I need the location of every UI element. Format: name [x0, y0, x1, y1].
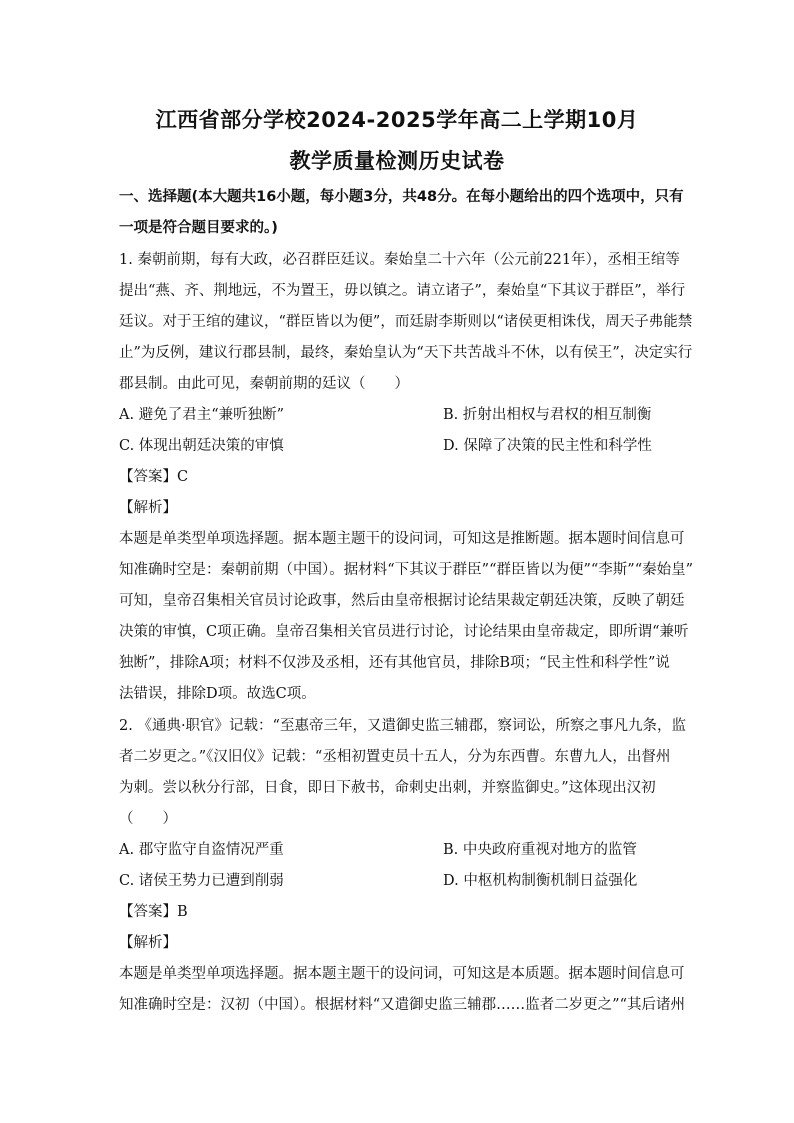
q2-answer: 【答案】B	[119, 904, 188, 920]
section-heading-line2: 一项是符合题目要求的。)	[119, 220, 278, 236]
document-title-line2: 教学质量检测历史试卷	[289, 149, 505, 173]
q1-analysis-line: 可知，皇帝召集相关官员讨论政事，然后由皇帝根据讨论结果裁定朝廷决策，反映了朝廷	[119, 593, 685, 609]
q2-stem-line: 者二岁更之。”《汉旧仪》记载：“丞相初置吏员十五人，分为东西曹。东曹九人，出督州	[119, 749, 671, 765]
q1-option-c: C. 体现出朝廷决策的审慎	[119, 438, 284, 454]
q1-stem-line: 止”为反例，建议行郡县制，最终，秦始皇认为“天下共苦战斗不休，以有侯王”，决定实行	[119, 345, 693, 361]
q1-stem-line: 提出“燕、齐、荆地远，不为置王，毋以镇之。请立诸子”，秦始皇“下其议于群臣”，举行	[119, 283, 686, 299]
q1-analysis-line: 本题是单类型单项选择题。据本题主题干的设问词，可知这是推断题。据本题时间信息可	[119, 531, 685, 547]
q1-analysis-line: 法错误，排除D项。故选C项。	[119, 686, 316, 702]
q1-option-a: A. 避免了君主“兼听独断”	[119, 407, 285, 423]
q2-analysis-line: 本题是单类型单项选择题。据本题主题干的设问词，可知这是本质题。据本题时间信息可	[119, 966, 685, 982]
q1-option-d: D. 保障了决策的民主性和科学性	[443, 438, 652, 454]
q1-stem-line: 郡县制。由此可见，秦朝前期的廷议（ ）	[119, 376, 409, 392]
q1-analysis-line: 独断”，排除A项；材料不仅涉及丞相，还有其他官员，排除B项；“民主性和科学性”说	[119, 655, 670, 671]
q2-option-b: B. 中央政府重视对地方的监管	[443, 842, 637, 858]
q1-analysis-label: 【解析】	[119, 500, 177, 516]
section-heading-line1: 一、选择题(本大题共16小题，每小题3分，共48分。在每小题给出的四个选项中，只有	[119, 189, 684, 205]
q1-stem-line: 1. 秦朝前期，每有大政，必召群臣廷议。秦始皇二十六年（公元前221年），丞相王绾等	[119, 252, 680, 268]
q2-analysis-line: 知准确时空是：汉初（中国）。根据材料“又遣御史监三辅郡……监者二岁更之”“其后诸州	[119, 997, 685, 1013]
q2-option-a: A. 郡守监守自盗情况严重	[119, 842, 284, 858]
q1-analysis-line: 知准确时空是：秦朝前期（中国）。据材料“下其议于群臣”“群臣皆以为便”“李斯”“秦始皇”	[119, 562, 694, 578]
q2-option-c: C. 诸侯王势力已遭到削弱	[119, 873, 284, 889]
q2-stem-line: 为刺。尝以秋分行部，日食，即日下赦书，命刺史出刺，并察监御史。”这体现出汉初	[119, 780, 656, 796]
q2-analysis-label: 【解析】	[119, 935, 177, 951]
q1-option-b: B. 折射出相权与君权的相互制衡	[443, 407, 652, 423]
q1-stem-line: 廷议。对于王绾的建议，“群臣皆以为便”，而廷尉李斯则以“诸侯更相诛伐，周天子弗能禁	[119, 314, 693, 330]
q2-option-d: D. 中枢机构制衡机制日益强化	[443, 873, 638, 889]
document-title-line1: 江西省部分学校2024-2025学年高二上学期10月	[155, 108, 639, 132]
q2-stem-line: 2. 《通典·职官》记载：“至惠帝三年，又遣御史监三辅郡，察词讼，所察之事凡九条，监	[119, 718, 686, 734]
q1-analysis-line: 决策的审慎，C项正确。皇帝召集相关官员进行讨论，讨论结果由皇帝裁定，即所谓“兼听	[119, 624, 689, 640]
q1-answer: 【答案】C	[119, 469, 189, 485]
q2-stem-line: （ ）	[119, 811, 177, 827]
